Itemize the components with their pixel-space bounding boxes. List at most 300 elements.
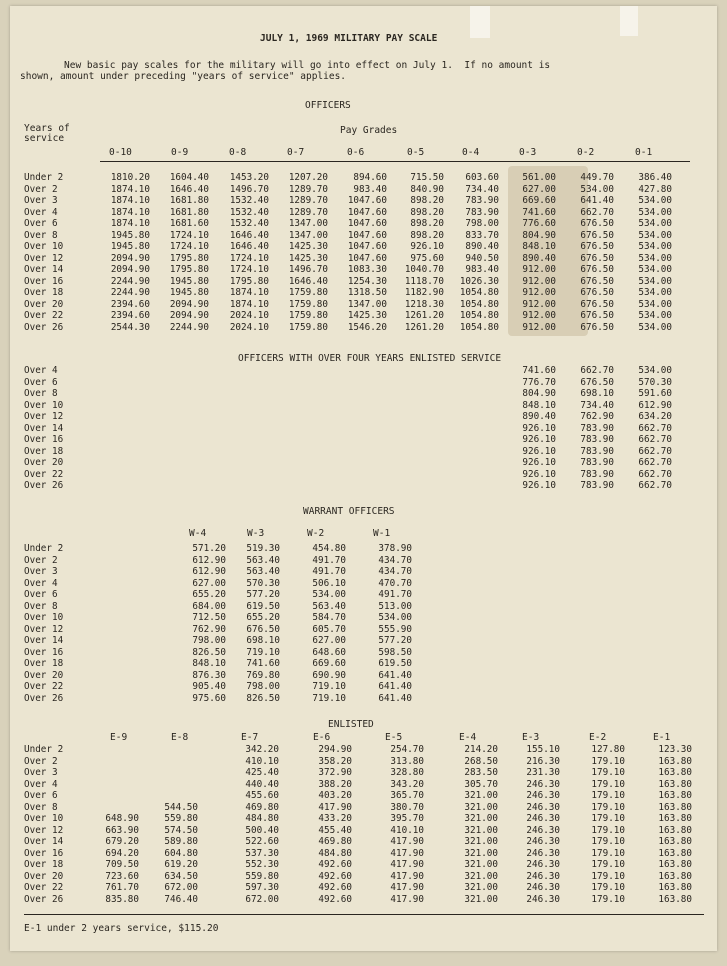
pay-cell: 534.00 [638,287,672,298]
years-of-service-label: Over 18 [24,859,64,870]
pay-cell: 2244.90 [110,275,150,287]
pay-cell: 926.10 [522,434,556,445]
pay-cell: 698.10 [246,635,280,646]
pay-cell: 1724.10 [169,229,209,241]
pay-cell: 798.00 [465,218,499,229]
pay-cell: 2244.90 [110,287,150,298]
pay-cell: 534.00 [638,321,672,333]
enlisted-grade-column [640,744,692,905]
pay-cell: 1546.20 [347,321,387,333]
pay-cell: 634.20 [638,411,672,422]
pay-cell: 470.70 [378,577,412,589]
pay-cell: 648.60 [312,646,346,658]
pay-cell: 698.10 [580,388,614,399]
pay-cell: 570.30 [246,577,280,589]
pay-cell: 491.70 [312,554,346,566]
pay-cell: 926.10 [522,480,556,491]
years-of-service-label-1: Years of [24,123,70,134]
pay-cell: 163.80 [658,859,692,870]
officer-grade-column [157,172,209,333]
pay-cell: 127.80 [591,744,625,755]
pay-cell: 1026.30 [459,275,499,287]
pay-cell: 1795.80 [229,275,269,287]
pay-cell: 1453.20 [229,172,269,183]
pay-cell: 641.40 [580,195,614,206]
pay-cell: 1047.60 [347,229,387,241]
enlisted-grade-column [300,744,352,905]
pay-cell: 2394.60 [110,298,150,310]
pay-cell: 679.20 [105,836,139,847]
pay-cell: 912.00 [522,321,556,333]
years-of-service-label: Over 2 [24,183,58,195]
pay-cell: 798.00 [246,681,280,692]
pay-cell: 1945.80 [110,229,150,241]
pay-cell: 612.90 [192,566,226,577]
pay-cell: 179.10 [591,813,625,824]
pay-cell: 1724.10 [229,264,269,275]
pay-cell: 1347.00 [288,218,328,229]
warrant-grade-column [174,543,226,704]
pay-cell: 179.10 [591,870,625,882]
pay-cell: 676.50 [580,321,614,333]
warrant-grade-column [294,543,346,704]
grade-header: 0-2 [577,147,595,158]
pay-cell: 561.00 [522,172,556,183]
enlisted-grade-column [446,744,498,905]
pay-cell: 574.50 [164,824,198,836]
pay-cell: 214.20 [464,744,498,755]
officer-grade-column [276,172,328,333]
pay-cell: 246.30 [526,847,560,859]
pay-cell: 179.10 [591,801,625,813]
pay-cell: 1047.60 [347,252,387,264]
pay-cell: 1218.30 [404,298,444,310]
grade-header: W-2 [307,528,325,539]
years-of-service-label: Over 12 [24,623,64,635]
pay-cell: 783.90 [580,422,614,434]
pay-cell: 179.10 [591,893,625,905]
years-of-service-label: Over 16 [24,275,64,287]
pay-cell: 598.50 [378,646,412,658]
pay-cell: 246.30 [526,801,560,813]
officer-grade-column [217,172,269,333]
document-title: JULY 1, 1969 MILITARY PAY SCALE [260,33,438,44]
pay-cell: 1724.10 [169,241,209,252]
years-of-service-label: Over 4 [24,365,58,376]
pay-cell: 783.90 [465,195,499,206]
pay-cell: 833.70 [465,229,499,241]
pay-cell: 372.90 [318,767,352,778]
pay-cell: 826.50 [246,692,280,704]
officer-grade-column [562,172,614,333]
pay-cell: 612.90 [192,554,226,566]
officers-heading: OFFICERS [305,100,351,111]
years-of-service-label: Over 4 [24,778,58,790]
pay-cell: 246.30 [526,778,560,790]
pay-cell: 455.60 [245,790,279,801]
pay-cell: 321.00 [464,882,498,893]
pay-cell: 1261.20 [404,321,444,333]
pay-cell: 676.50 [580,298,614,310]
pay-cell: 1532.40 [229,195,269,206]
pay-cell: 719.10 [246,646,280,658]
pay-cell: 762.90 [192,623,226,635]
pay-cell: 163.80 [658,755,692,767]
warrant-years-column [24,543,63,704]
enlisted-years-column [24,744,63,905]
grade-header: 0-10 [109,147,132,158]
pay-cell: 690.90 [312,669,346,681]
pay-cell: 1646.40 [229,241,269,252]
pay-cell: 776.70 [522,376,556,388]
pay-cell: 417.90 [390,859,424,870]
pay-cell [146,779,198,791]
pay-cell: 321.00 [464,836,498,847]
pay-cell: 663.90 [105,824,139,836]
pay-cell: 246.30 [526,859,560,870]
pay-cell: 912.00 [522,264,556,275]
pay-cell: 425.40 [245,767,279,778]
pay-cell: 669.60 [312,658,346,669]
header-rule [100,161,690,162]
years-of-service-label: Over 10 [24,241,64,252]
pay-cell: 492.60 [318,870,352,882]
pay-cell: 433.20 [318,813,352,824]
pay-cell: 1810.20 [110,172,150,183]
pay-cell: 734.40 [465,183,499,195]
pay-cell: 179.10 [591,847,625,859]
pay-cell: 676.50 [580,241,614,252]
pay-cell: 417.90 [318,801,352,813]
pay-cell: 591.60 [638,388,672,399]
intro-line-1: New basic pay scales for the military will go into effect on July 1. If no amount is [64,60,551,71]
pay-cell: 1795.80 [169,252,209,264]
years-of-service-label: Over 18 [24,287,64,298]
pay-cell: 676.50 [580,310,614,321]
pay-cell: 163.80 [658,847,692,859]
pay-cell: 619.50 [378,658,412,669]
pay-cell: 386.40 [638,172,672,183]
pay-cell: 648.90 [105,813,139,824]
pay-cell: 804.90 [522,388,556,399]
pay-cell: 1047.60 [347,206,387,218]
pay-cell: 605.70 [312,623,346,635]
grade-header: E-7 [241,732,259,743]
pay-cell: 619.20 [164,859,198,870]
pay-cell: 1681.80 [169,206,209,218]
grade-header: W-4 [189,528,207,539]
grade-header: 0-8 [229,147,247,158]
pay-cell: 559.80 [245,870,279,882]
years-of-service-label: Over 18 [24,445,64,457]
years-of-service-label: Over 14 [24,422,64,434]
pay-cell: 1118.70 [404,275,444,287]
officer-grade-column [504,172,556,333]
pay-cell: 898.20 [410,195,444,206]
pay-cell: 1945.80 [169,275,209,287]
pay-cell: 321.00 [464,824,498,836]
pay-cell: 380.70 [390,801,424,813]
pay-cell: 1054.80 [459,310,499,321]
years-of-service-label: Over 6 [24,589,58,600]
years-of-service-label: Over 16 [24,847,64,859]
grade-header: 0-9 [171,147,189,158]
years-of-service-label: Over 18 [24,658,64,669]
years-of-service-label: Under 2 [24,744,64,755]
pay-cell: 662.70 [638,468,672,480]
pay-cell: 783.90 [580,468,614,480]
pay-cell: 655.20 [246,612,280,623]
pay-cell: 534.00 [638,206,672,218]
grade-header: 0-4 [462,147,480,158]
pay-cell: 534.00 [312,589,346,600]
pay-cell: 898.20 [410,206,444,218]
pay-cell: 577.20 [246,589,280,600]
grade-header: E-8 [171,732,189,743]
pay-cell: 741.60 [522,206,556,218]
pay-cell [146,756,198,768]
pay-cell: 410.10 [390,824,424,836]
pay-cell: 246.30 [526,882,560,893]
years-of-service-label: Over 14 [24,264,64,275]
warrant-grade-column [228,543,280,704]
years-of-service-label: Over 22 [24,310,64,321]
grade-header: E-1 [653,732,671,743]
pay-cell: 2094.90 [110,252,150,264]
pay-cell: 2244.90 [169,321,209,333]
pay-cell: 627.00 [192,577,226,589]
pay-cell: 835.80 [105,893,139,905]
years-of-service-label: Over 2 [24,755,58,767]
enlisted-grade-column [573,744,625,905]
pay-cell: 1054.80 [459,287,499,298]
grade-header: E-9 [110,732,128,743]
pay-cell: 231.30 [526,767,560,778]
pay-cell: 534.00 [638,195,672,206]
years-of-service-label: Over 12 [24,411,64,422]
pay-cell: 662.70 [638,445,672,457]
years-of-service-label: Over 6 [24,376,58,388]
pay-cell: 534.00 [638,298,672,310]
pay-cell: 163.80 [658,870,692,882]
pay-cell: 417.90 [390,836,424,847]
pay-cell: 179.10 [591,767,625,778]
pay-cell: 492.60 [318,882,352,893]
grade-header: E-6 [313,732,331,743]
pay-cell: 684.00 [192,600,226,612]
pay-cell: 912.00 [522,287,556,298]
enlisted-service-heading: OFFICERS WITH OVER FOUR YEARS ENLISTED SERVICE [238,353,502,364]
pay-scale-document [10,6,717,951]
pay-cell: 179.10 [591,790,625,801]
pay-cell: 123.30 [658,744,692,755]
pay-cell: 894.60 [353,172,387,183]
pay-cell: 890.40 [522,411,556,422]
pay-cell: 1945.80 [110,241,150,252]
pay-cell: 1945.80 [169,287,209,298]
pay-cell: 783.90 [580,445,614,457]
pay-cell: 440.40 [245,778,279,790]
pay-cell: 403.20 [318,790,352,801]
pay-cell: 246.30 [526,870,560,882]
pay-cell: 506.10 [312,577,346,589]
warrant-heading: WARRANT OFFICERS [303,506,395,517]
grade-header: E-3 [522,732,540,743]
pay-cell: 840.90 [410,183,444,195]
pay-cell: 1425.30 [347,310,387,321]
pay-cell: 655.20 [192,589,226,600]
years-of-service-label: Over 20 [24,298,64,310]
pay-cell: 612.90 [638,399,672,411]
pay-cell: 534.00 [638,310,672,321]
years-of-service-label: Over 22 [24,882,64,893]
pay-cell: 305.70 [464,778,498,790]
pay-cell: 662.70 [638,422,672,434]
pay-cell: 641.40 [378,681,412,692]
intro-line-2: shown, amount under preceding "years of service" applies. [20,71,347,82]
pay-cell: 358.20 [318,755,352,767]
years-of-service-label: Over 12 [24,252,64,264]
pay-cell: 1047.60 [347,241,387,252]
pay-cell: 544.50 [164,801,198,813]
pay-cell: 410.10 [245,755,279,767]
pay-cell: 534.00 [638,241,672,252]
pay-cell: 534.00 [638,218,672,229]
pay-cell: 1646.40 [288,275,328,287]
pay-cell: 313.80 [390,755,424,767]
pay-cell: 321.00 [464,790,498,801]
pay-cell: 676.50 [580,218,614,229]
pay-cell: 890.40 [522,252,556,264]
years-of-service-label: Over 10 [24,612,64,623]
pay-cell: 534.00 [580,183,614,195]
pay-cell: 1532.40 [229,206,269,218]
years-of-service-label: Over 16 [24,646,64,658]
years-of-service-label: Over 20 [24,457,64,468]
years-of-service-label: Over 14 [24,836,64,847]
pay-cell: 1425.30 [288,252,328,264]
pay-cell: 1289.70 [288,195,328,206]
pay-cell: 912.00 [522,275,556,287]
grade-header: W-1 [373,528,391,539]
pay-cell: 179.10 [591,882,625,893]
pay-cell: 905.40 [192,681,226,692]
pay-cell: 584.70 [312,612,346,623]
pay-cell: 321.00 [464,813,498,824]
pay-cell: 1054.80 [459,298,499,310]
pay-cell: 1759.80 [288,310,328,321]
pay-cell: 417.90 [390,882,424,893]
pay-cell: 783.90 [465,206,499,218]
pay-cell: 898.20 [410,229,444,241]
pay-cell: 1646.40 [229,229,269,241]
pay-cell: 1759.80 [288,321,328,333]
officer-years-column [24,172,63,333]
pay-cell: 1047.60 [347,195,387,206]
pay-cell: 975.60 [410,252,444,264]
pay-cell: 1646.40 [169,183,209,195]
years-of-service-label: Over 3 [24,195,58,206]
footer-rule [24,914,704,915]
pay-cell: 534.00 [638,229,672,241]
pay-cell: 694.20 [105,847,139,859]
pay-cell: 709.50 [105,859,139,870]
pay-cell: 641.40 [378,692,412,704]
pay-cell: 163.80 [658,813,692,824]
pay-cell [146,744,198,756]
pay-cell: 662.70 [638,480,672,491]
pay-cell: 627.00 [312,635,346,646]
years-of-service-label: Over 22 [24,468,64,480]
warrant-grade-column [360,543,412,704]
officer-grade-column [447,172,499,333]
pay-cell: 1874.10 [110,183,150,195]
pay-cell: 926.10 [410,241,444,252]
pay-cell: 1318.50 [347,287,387,298]
pay-cell: 798.00 [192,635,226,646]
pay-cell: 577.20 [378,635,412,646]
pay-cell: 434.70 [378,554,412,566]
pay-cell: 1207.20 [288,172,328,183]
pay-cell [146,790,198,802]
years-of-service-label-2: service [24,133,65,144]
years-of-service-label: Over 8 [24,801,58,813]
grade-header: 0-1 [635,147,653,158]
pay-cell: 294.90 [318,744,352,755]
pay-cell: 365.70 [390,790,424,801]
pay-cell: 741.60 [246,658,280,669]
pay-cell: 2394.60 [110,310,150,321]
enlisted-service-grade-column [620,365,672,492]
pay-cell: 926.10 [522,457,556,468]
years-of-service-label: Over 6 [24,790,58,801]
years-of-service-label: Over 6 [24,218,58,229]
pay-cell: 940.50 [465,252,499,264]
pay-cell: 634.50 [164,870,198,882]
pay-cell: 641.40 [378,669,412,681]
enlisted-service-years-column [24,365,63,492]
pay-cell: 2024.10 [229,310,269,321]
pay-cell: 926.10 [522,445,556,457]
pay-cell: 268.50 [464,755,498,767]
pay-cell: 669.60 [522,195,556,206]
pay-cell: 1874.10 [229,287,269,298]
pay-cell: 597.30 [245,882,279,893]
pay-cell: 1874.10 [229,298,269,310]
pay-cell: 163.80 [658,801,692,813]
pay-cell: 163.80 [658,790,692,801]
pay-cell: 2024.10 [229,321,269,333]
pay-cell: 417.90 [390,870,424,882]
pay-cell: 343.20 [390,778,424,790]
pay-cell: 2094.90 [110,264,150,275]
pay-cell: 500.40 [245,824,279,836]
pay-cell: 1759.80 [288,287,328,298]
enlisted-grade-column [227,744,279,905]
pay-cell: 804.90 [522,229,556,241]
pay-cell: 216.30 [526,755,560,767]
pay-cell: 783.90 [580,457,614,468]
pay-cell: 163.80 [658,836,692,847]
pay-cell: 163.80 [658,882,692,893]
years-of-service-label: Over 2 [24,554,58,566]
pay-cell [87,802,139,814]
pay-cell: 975.60 [192,692,226,704]
pay-cell: 534.00 [638,275,672,287]
pay-cell: 848.10 [522,241,556,252]
years-of-service-label: Over 16 [24,434,64,445]
enlisted-service-grade-column [504,365,556,492]
